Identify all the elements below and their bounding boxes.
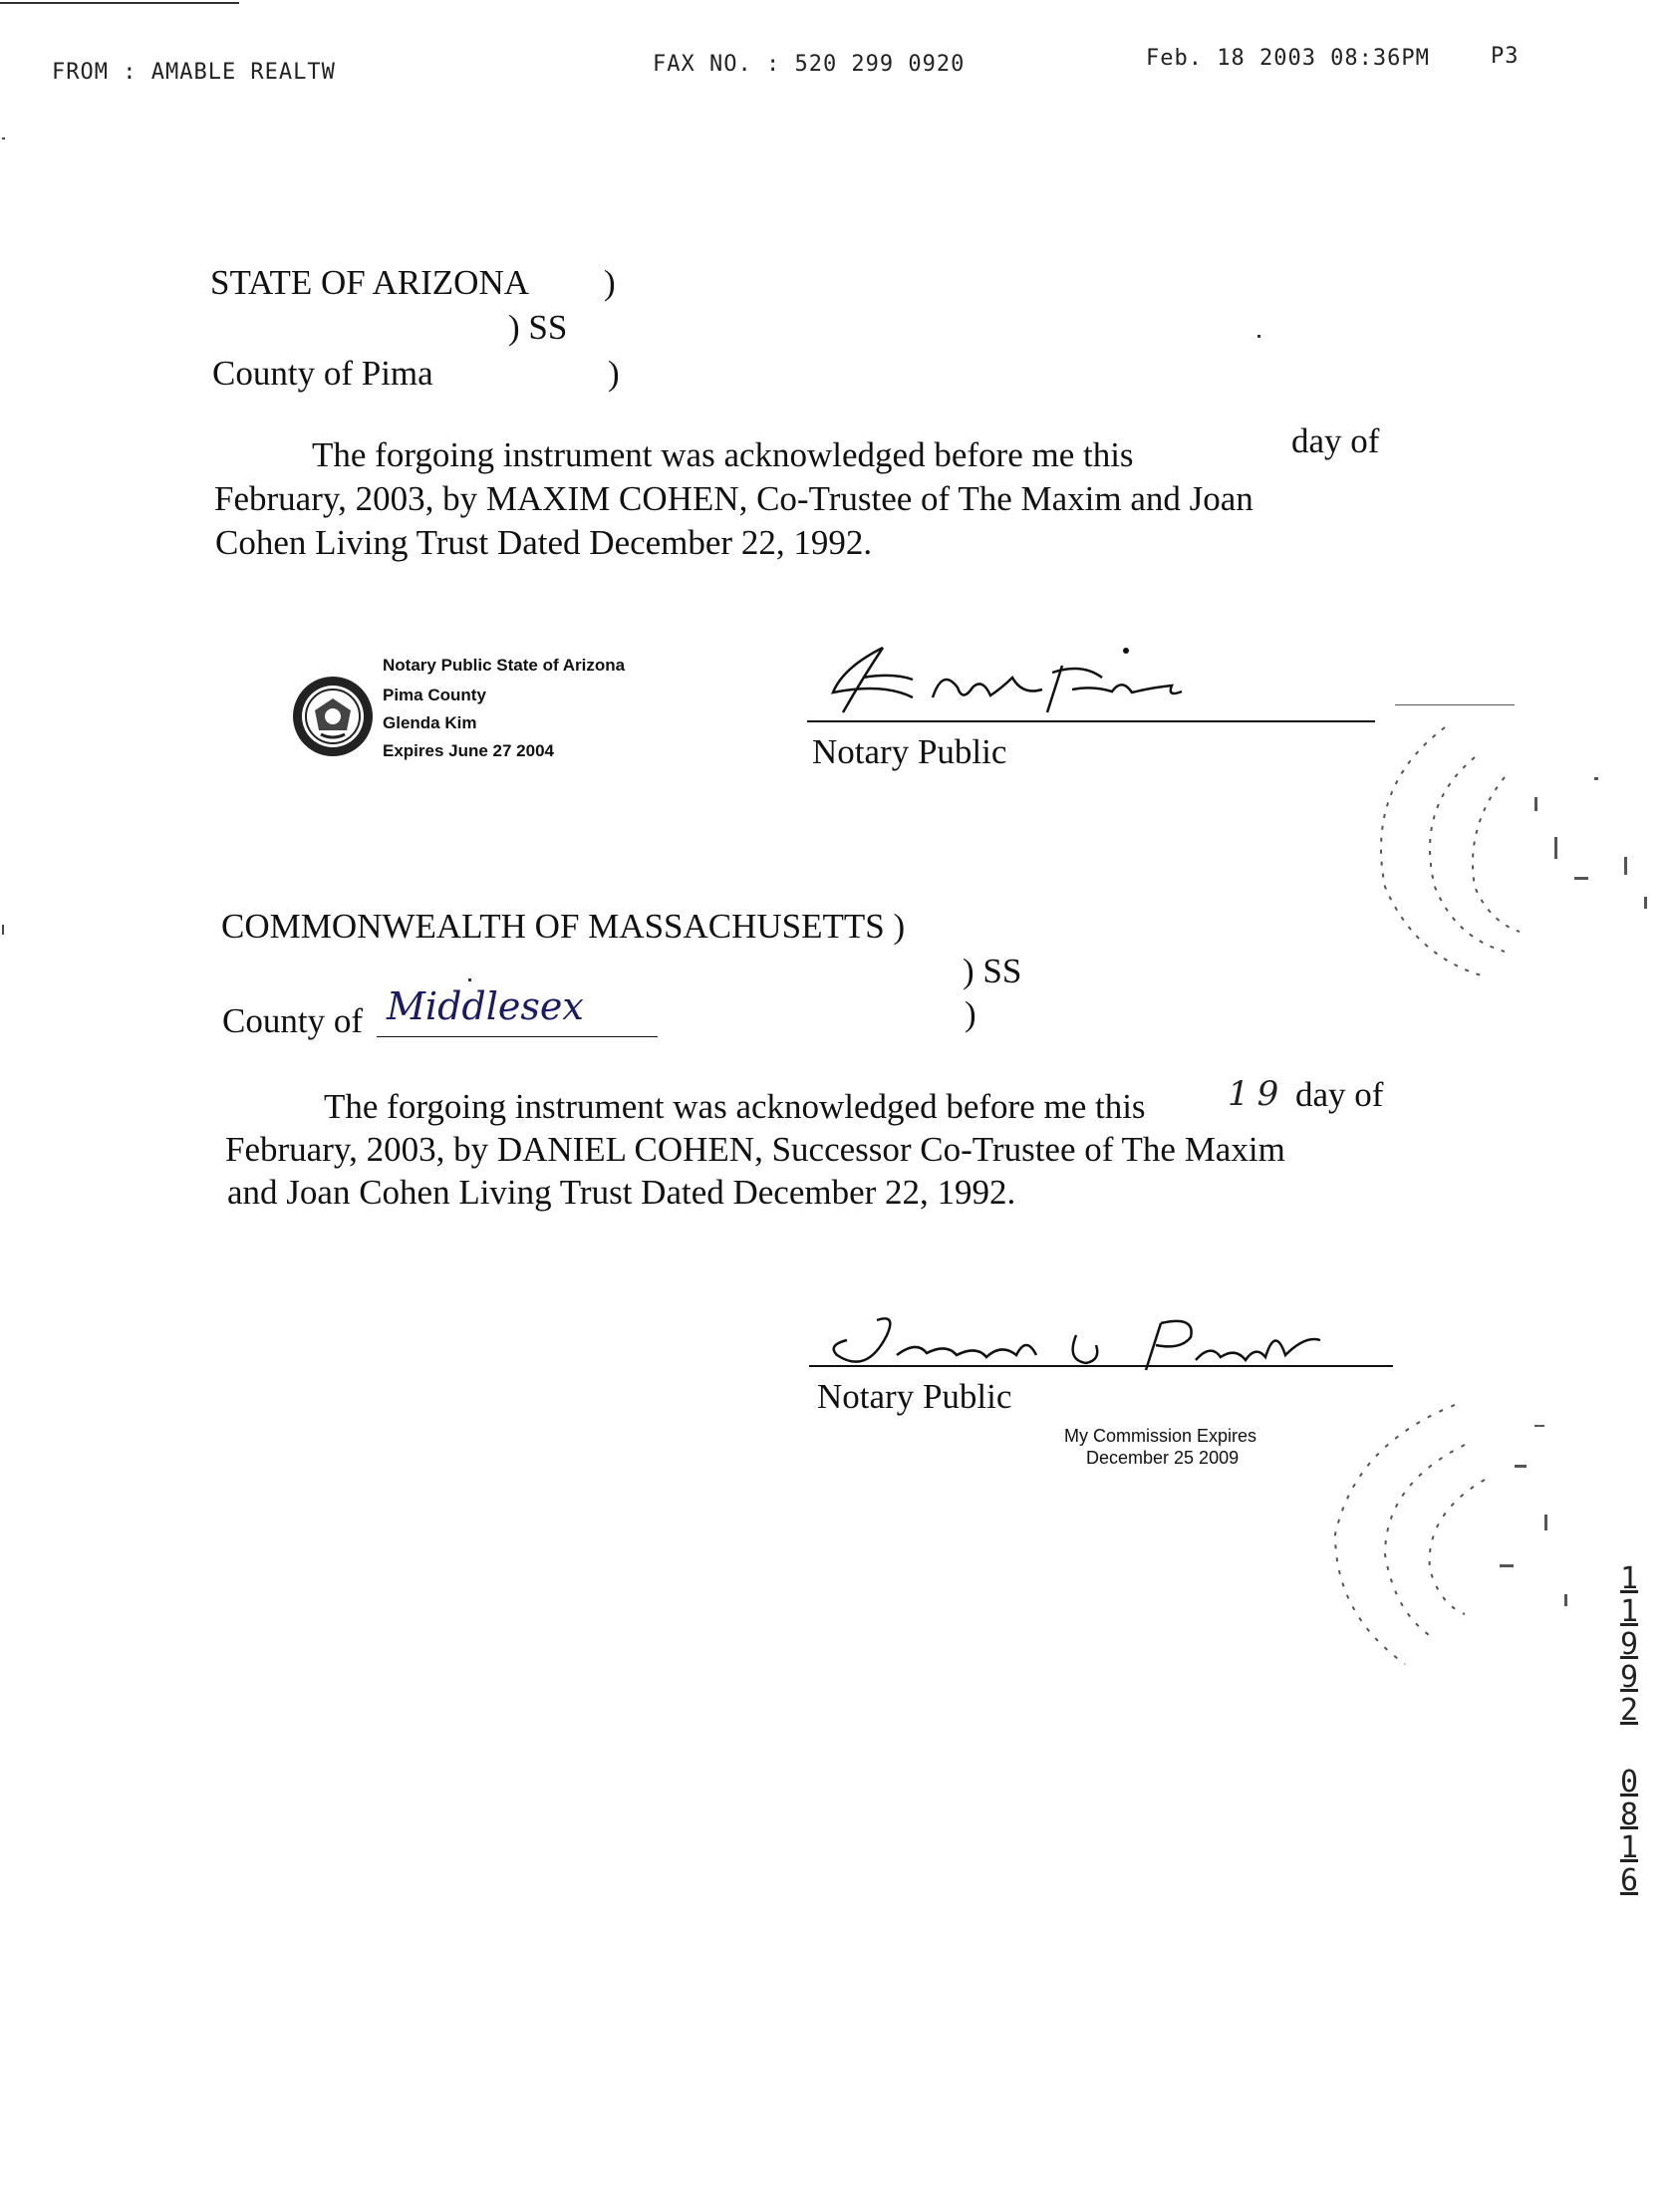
fax-date-time: Feb. 18 2003 08:36PM	[1146, 46, 1430, 71]
az-county: County of Pima	[212, 354, 433, 393]
fax-from: FROM : AMABLE REALTW	[52, 60, 336, 85]
ma-para-line1b: day of	[1295, 1075, 1384, 1114]
ma-signature	[817, 1305, 1375, 1385]
az-para-line2: February, 2003, by MAXIM COHEN, Co-Trustee of The Maxim and Joan	[214, 479, 1254, 518]
side-number-group-2: 0 8 1 6	[1619, 1765, 1639, 1898]
ma-ss: ) SS	[963, 952, 1022, 990]
ma-commission-line2: December 25 2009	[1086, 1448, 1240, 1468]
az-paren-3: )	[608, 354, 620, 393]
az-state: STATE OF ARIZONA	[210, 263, 529, 302]
ma-para-line2: February, 2003, by DANIEL COHEN, Successor Co-Trustee of The Maxim	[225, 1130, 1285, 1169]
ma-para-line1a: The forgoing instrument was acknowledged before me this	[324, 1087, 1146, 1126]
ma-state: COMMONWEALTH OF MASSACHUSETTS )	[221, 907, 906, 946]
arizona-seal-icon	[291, 675, 375, 758]
ma-day-handwritten: 19	[1228, 1074, 1287, 1114]
stray-dot	[1257, 335, 1260, 338]
az-para-line1a: The forgoing instrument was acknowledged before me this	[312, 435, 1134, 474]
top-edge-line	[0, 2, 239, 4]
faded-stamp-lower-icon	[1295, 1385, 1594, 1684]
ma-county-label: County of	[222, 1001, 363, 1040]
ma-signature-scribble	[817, 1305, 1375, 1385]
az-ss: ) SS	[508, 308, 568, 347]
ma-county-underline	[377, 1036, 658, 1037]
faded-stamp-lower	[1295, 1385, 1594, 1684]
faded-stamp-upper-icon	[1325, 697, 1664, 986]
ma-notary-label: Notary Public	[817, 1377, 1012, 1416]
ma-para-line3: and Joan Cohen Living Trust Dated December 22, 1992.	[227, 1173, 1016, 1212]
az-para-line1b: day of	[1291, 421, 1380, 460]
left-edge-mark-2	[2, 925, 4, 935]
ma-signature-line	[809, 1365, 1393, 1367]
seal-line-1: Notary Public State of Arizona	[383, 656, 626, 675]
ma-commission-line1: My Commission Expires	[1064, 1426, 1257, 1446]
side-number-group-1: 1 1 9 9 2	[1619, 1561, 1639, 1728]
left-edge-mark-1	[2, 138, 5, 139]
az-para-line3: Cohen Living Trust Dated December 22, 1992.	[215, 523, 873, 562]
az-paren-1: )	[604, 263, 616, 302]
fax-page: P3	[1491, 44, 1520, 69]
az-signature-line	[807, 720, 1375, 722]
fax-number: FAX NO. : 520 299 0920	[653, 52, 966, 77]
faded-stamp-upper	[1325, 697, 1664, 986]
az-signature-scribble	[823, 618, 1341, 727]
seal-line-4: Expires June 27 2004	[383, 741, 555, 760]
ma-county-handwritten: Middlesex	[387, 984, 584, 1028]
seal-line-2: Pima County	[383, 686, 486, 704]
ma-paren-3: )	[965, 994, 976, 1033]
stray-dot-2	[468, 978, 471, 981]
seal-line-3: Glenda Kim	[383, 713, 477, 732]
az-notary-label: Notary Public	[812, 732, 1007, 771]
arizona-seal	[291, 675, 375, 758]
az-signature	[823, 618, 1341, 727]
